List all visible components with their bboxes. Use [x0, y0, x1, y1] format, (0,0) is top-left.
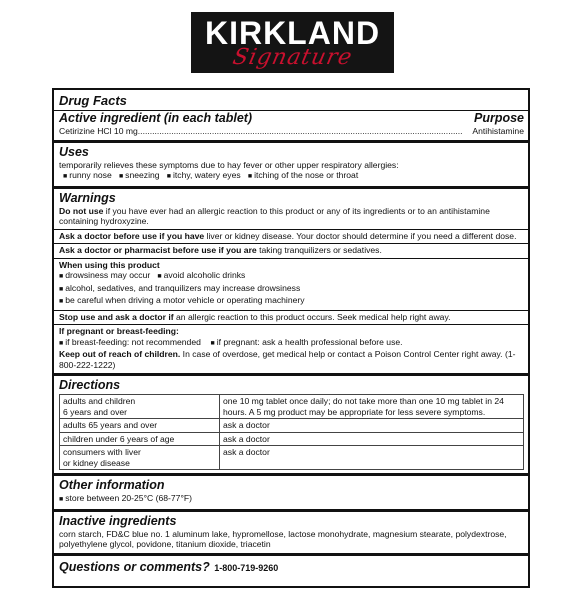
table-row [60, 395, 524, 419]
directions-table [59, 394, 524, 470]
uses-item: ■ sneezing [119, 170, 160, 180]
brand-logo [191, 12, 394, 73]
directions-who: children under 6 years of age [60, 432, 220, 446]
when-using-item: ■ be careful when driving a motor vehicle or operating machinery [59, 295, 305, 305]
other-information-section [54, 476, 528, 512]
pregnancy-heading: If pregnant or breast-feeding: [59, 326, 179, 336]
directions-what: ask a doctor [220, 446, 524, 470]
questions-heading: Questions or comments? [59, 559, 210, 574]
keep-out-of-reach-warning: Keep out of reach of children. In case of overdose, get medical help or contact a Poison Control Center right away. (1-800-222-1222) [59, 349, 516, 370]
directions-heading: Directions [59, 378, 121, 392]
active-ingredient-heading: Active ingredient (in each tablet) [59, 111, 253, 125]
pregnancy-item: ■ if pregnant: ask a health professional before use. [210, 337, 402, 347]
uses-item: ■ itching of the nose or throat [248, 170, 358, 180]
uses-section [54, 143, 528, 189]
pregnancy-item: ■ if breast-feeding: not recommended [59, 337, 201, 347]
warnings-section [54, 189, 528, 377]
warnings-heading: Warnings [59, 190, 116, 205]
when-using-item: ■ alcohol, sedatives, and tranquilizers may increase drowsiness [59, 283, 300, 293]
uses-item: ■ runny nose [63, 170, 112, 180]
directions-who: adults and children 6 years and over [60, 395, 220, 419]
questions-phone: 1-800-719-9260 [214, 562, 279, 573]
ask-doctor-warning: Ask a doctor before use if you have liver or kidney disease. Your doctor should determine if you need a different dose. [59, 230, 517, 241]
brand-logo-script: Signature [230, 45, 355, 70]
questions-section [54, 556, 528, 579]
purpose-heading: Purpose [473, 111, 524, 125]
uses-item: ■ itchy, watery eyes [167, 170, 241, 180]
uses-heading: Uses [59, 144, 89, 159]
inactive-ingredients-list: corn starch, FD&C blue no. 1 aluminum lake, hypromellose, lactose monohydrate, magnesium stearate, polydextrose, polyethylene glycol, povidone, titanium dioxide, triacetin [59, 528, 507, 549]
when-using-item: ■ drowsiness may occur [59, 270, 150, 280]
drug-facts-header [54, 90, 528, 143]
drug-facts-panel [52, 88, 530, 588]
stop-use-warning: Stop use and ask a doctor if an allergic reaction to this product occurs. Seek medical help right away. [59, 311, 451, 322]
directions-what: ask a doctor [220, 419, 524, 433]
when-using-heading: When using this product [59, 259, 160, 270]
other-information-heading: Other information [59, 478, 165, 492]
table-row [60, 446, 524, 470]
inactive-ingredients-heading: Inactive ingredients [59, 513, 177, 528]
storage-item: ■ store between 20-25°C (68-77°F) [59, 493, 192, 503]
brand-logo-wordmark: KIRKLAND [204, 15, 381, 51]
directions-who: adults 65 years and over [60, 419, 220, 433]
table-row [60, 419, 524, 433]
directions-what: ask a doctor [220, 432, 524, 446]
table-row [60, 432, 524, 446]
directions-who: consumers with liver or kidney disease [60, 446, 220, 470]
purpose-value: Antihistamine [472, 126, 524, 136]
when-using-item: ■ avoid alcoholic drinks [157, 270, 245, 280]
inactive-ingredients-section [54, 512, 528, 556]
uses-intro: temporarily relieves these symptoms due to hay fever or other upper respiratory allergies: [59, 159, 399, 170]
directions-what: one 10 mg tablet once daily; do not take more than one 10 mg tablet in 24 hours. A 5 mg product may be appropriate for less severe symptoms. [220, 395, 524, 419]
active-ingredient: Cetirizine HCl 10 mg........................................................................................................................................ [59, 126, 463, 136]
drug-facts-title: Drug Facts [59, 93, 127, 108]
ask-pharmacist-warning: Ask a doctor or pharmacist before use if you are taking tranquilizers or sedatives. [59, 245, 382, 255]
directions-section [54, 376, 528, 476]
do-not-use-warning: Do not use if you have ever had an allergic reaction to this product or any of its ingredients or to an antihistamine containing hydroxyzine. [59, 205, 490, 226]
